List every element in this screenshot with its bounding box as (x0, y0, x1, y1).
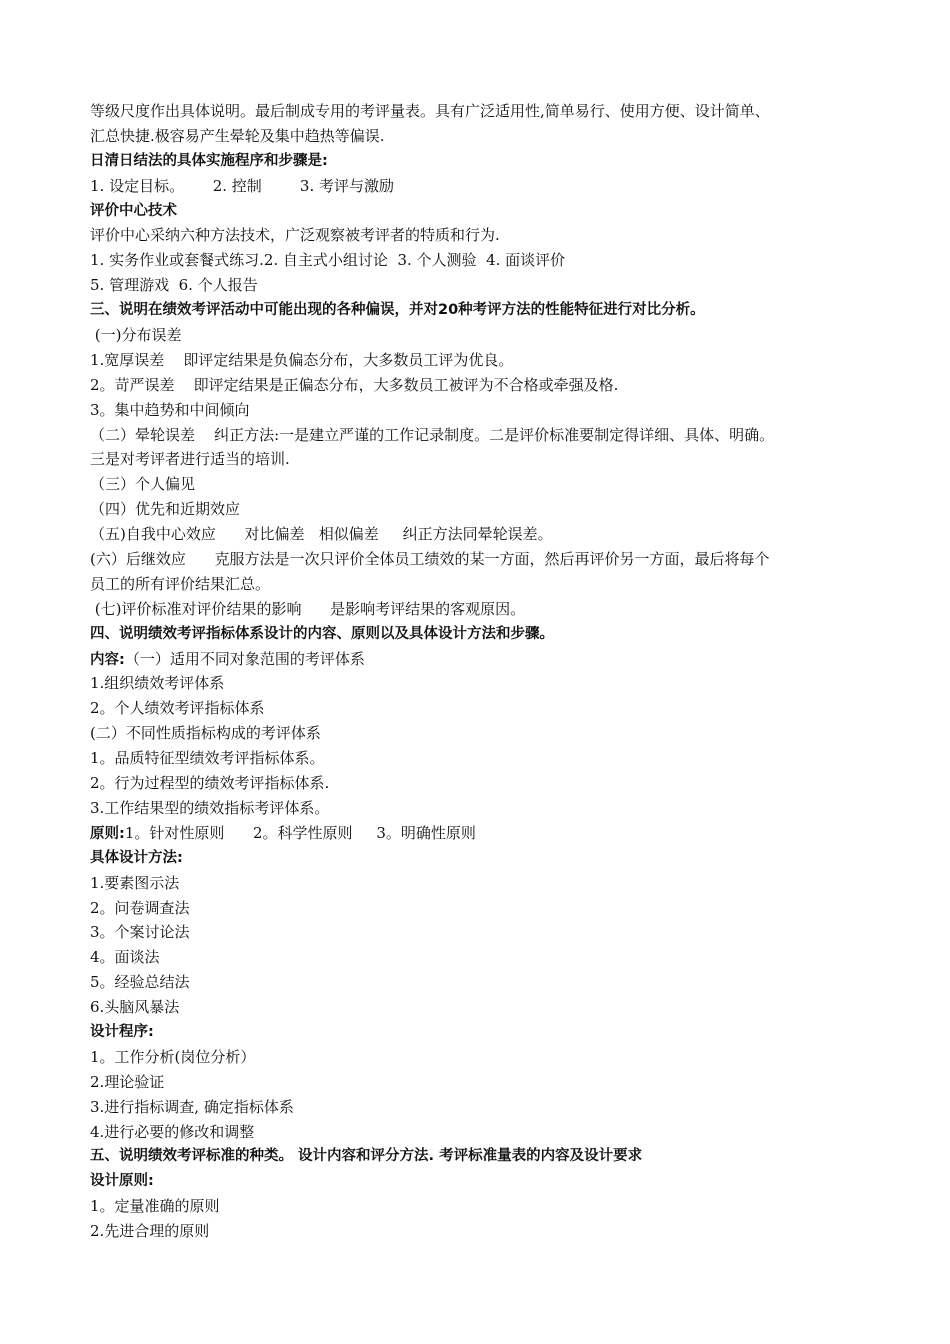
heading-line (90, 821, 890, 846)
line-text: 1。品质特征型绩效考评指标体系。 (90, 749, 325, 768)
text-line (90, 522, 890, 547)
text-line (90, 323, 890, 348)
text-line (90, 671, 890, 696)
line-text: （二）晕轮误差 纠正方法:一是建立严谨的工作记录制度。二是评价标准要制定得详细、具体、明确。 (90, 425, 775, 444)
text-line (90, 547, 890, 572)
line-text: 2。问卷调查法 (90, 898, 190, 917)
line-text: 3.工作结果型的绩效指标考评体系。 (90, 798, 330, 817)
line-text: 3。个案讨论法 (90, 923, 190, 942)
line-text: 4。面谈法 (90, 948, 160, 967)
heading-line (90, 1020, 890, 1045)
text-line (90, 447, 890, 472)
line-text: 三、说明在绩效考评活动中可能出现的各种偏误，并对20种考评方法的性能特征进行对比分析。 (90, 302, 705, 319)
text-line (90, 223, 890, 248)
text-line (90, 497, 890, 522)
line-text: (一)分布误差 (90, 326, 182, 345)
line-text: 设计原则: (90, 1173, 154, 1190)
line-text: （三）个人偏见 (90, 475, 196, 494)
line-text: 3.进行指标调查, 确定指标体系 (90, 1097, 294, 1116)
text-line (90, 373, 890, 398)
line-text: 1。工作分析(岗位分析） (90, 1047, 256, 1066)
text-line (90, 572, 890, 597)
line-text: 1.要素图示法 (90, 873, 180, 892)
text-line (90, 771, 890, 796)
text-line (90, 1095, 890, 1120)
line-text: 2。行为过程型的绩效考评指标体系. (90, 774, 330, 793)
line-rest-text: （一）适用不同对象范围的考评体系 (124, 649, 365, 668)
heading-line (90, 298, 890, 323)
line-text: (七)评价标准对评价结果的影响 是影响考评结果的客观原因。 (90, 599, 526, 618)
line-text: （四）优先和近期效应 (90, 500, 241, 519)
line-text: 2。个人绩效考评指标体系 (90, 699, 265, 718)
line-text: 1. 设定目标。 2. 控制 3. 考评与激励 (90, 176, 394, 195)
line-text: 评价中心采纳六种方法技术，广泛观察被考评者的特质和行为. (90, 226, 500, 245)
line-text: 1. 实务作业或套餐式练习.2. 自主式小组讨论 3. 个人测验 4. 面谈评价 (90, 251, 566, 270)
line-text: 评价中心技术 (90, 202, 177, 219)
text-line (90, 1045, 890, 1070)
text-line (90, 99, 890, 124)
text-line (90, 746, 890, 771)
text-line (90, 1194, 890, 1219)
line-rest-text: 1。针对性原则 2。科学性原则 3。明确性原则 (124, 823, 476, 842)
line-text: 四、说明绩效考评指标体系设计的内容、原则以及具体设计方法和步骤。 (90, 625, 554, 642)
text-line (90, 398, 890, 423)
line-text: 原则: (90, 825, 125, 842)
heading-line (90, 1144, 890, 1169)
text-line (90, 945, 890, 970)
text-line (90, 1219, 890, 1244)
text-line (90, 696, 890, 721)
line-text: 5. 管理游戏 6. 个人报告 (90, 276, 258, 295)
text-line (90, 472, 890, 497)
line-text: 三是对考评者进行适当的培训. (90, 450, 290, 469)
heading-line (90, 647, 890, 672)
text-line (90, 124, 890, 149)
line-text: 汇总快捷.极容易产生晕轮及集中趋热等偏误. (90, 126, 385, 145)
line-text: 内容: (90, 651, 125, 668)
text-line (90, 920, 890, 945)
heading-line (90, 622, 890, 647)
line-text: 1.组织绩效考评体系 (90, 674, 225, 693)
line-text: (六）后继效应 克服方法是一次只评价全体员工绩效的某一方面，然后再评价另一方面，最后将每个 (90, 550, 770, 569)
document-page (90, 99, 890, 1244)
heading-line (90, 149, 890, 174)
line-text: 具体设计方法: (90, 849, 183, 866)
line-text: 五、说明绩效考评标准的种类。 设计内容和评分方法. 考评标准量表的内容及设计要求 (90, 1148, 643, 1165)
text-line (90, 248, 890, 273)
line-text: (二）不同性质指标构成的考评体系 (90, 724, 321, 743)
heading-line (90, 199, 890, 224)
line-text: （五)自我中心效应 对比偏差 相似偏差 纠正方法同晕轮误差。 (90, 525, 553, 544)
text-line (90, 995, 890, 1020)
text-line (90, 896, 890, 921)
text-line (90, 1120, 890, 1145)
line-text: 员工的所有评价结果汇总。 (90, 574, 271, 593)
line-text: 日清日结法的具体实施程序和步骤是: (90, 152, 328, 169)
text-line (90, 871, 890, 896)
line-text: 6.头脑风暴法 (90, 998, 180, 1017)
heading-line (90, 846, 890, 871)
line-text: 2。苛严误差 即评定结果是正偏态分布，大多数员工被评为不合格或牵强及格. (90, 375, 619, 394)
heading-line (90, 1169, 890, 1194)
text-line (90, 273, 890, 298)
text-line (90, 796, 890, 821)
text-line (90, 348, 890, 373)
line-text: 3。集中趋势和中间倾向 (90, 400, 250, 419)
text-line (90, 970, 890, 995)
line-text: 设计程序: (90, 1023, 154, 1040)
line-text: 4.进行必要的修改和调整 (90, 1122, 255, 1141)
line-text: 2.理论验证 (90, 1072, 165, 1091)
line-text: 5。经验总结法 (90, 973, 190, 992)
line-text: 等级尺度作出具体说明。最后制成专用的考评量表。具有广泛适用性,简单易行、使用方便、设计简单、 (90, 102, 770, 120)
text-line (90, 423, 890, 448)
text-line (90, 1070, 890, 1095)
text-line (90, 597, 890, 622)
line-text: 1。定量准确的原则 (90, 1197, 220, 1216)
line-text: 1.宽厚误差 即评定结果是负偏态分布，大多数员工评为优良。 (90, 350, 514, 369)
line-text: 2.先进合理的原则 (90, 1222, 210, 1241)
text-line (90, 721, 890, 746)
text-line (90, 174, 890, 199)
